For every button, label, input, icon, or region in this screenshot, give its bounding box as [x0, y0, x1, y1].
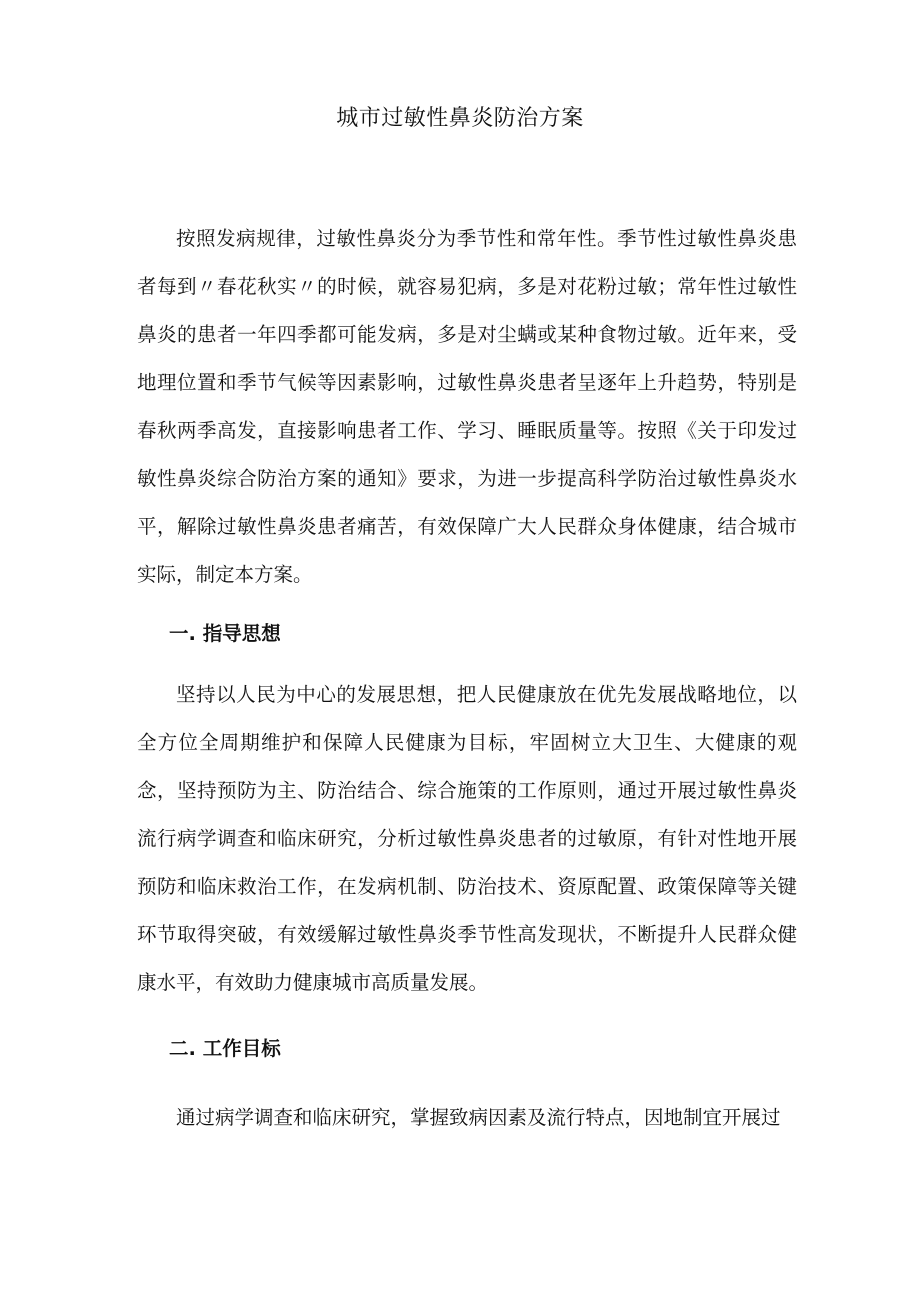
intro-paragraph: 按照发病规律，过敏性鼻炎分为季节性和常年性。季节性过敏性鼻炎患者每到〃春花秋实〃的时候，就容易犯病，多是对花粉过敏；常年性过敏性鼻炎的患者一年四季都可能发病，多是对尘螨或某种食物过敏。近年来，受地理位置和季节气候等因素影响，过敏性鼻炎患者呈逐年上升趋势，特别是春秋两季高发，直接影响患者工作、学习、睡眠质量等。按照《关于印发过敏性鼻炎综合防治方案的通知》要求，为进一步提高科学防治过敏性鼻炎水平，解除过敏性鼻炎患者痛苦，有效保障广大人民群众身体健康，结合城市实际，制定本方案。 [137, 227, 797, 586]
section-heading-guiding-ideology: 一. 指导思想 [169, 622, 281, 645]
work-goals-paragraph: 通过病学调查和临床研究，掌握致病因素及流行特点，因地制宜开展过 [176, 1106, 781, 1129]
guiding-ideology-paragraph: 坚持以人民为中心的发展思想，把人民健康放在优先发展战略地位，以全方位全周期维护和保障人民健康为目标，牢固树立大卫生、大健康的观念，坚持预防为主、防治结合、综合施策的工作原则，通过开展过敏性鼻炎流行病学调查和临床研究，分析过敏性鼻炎患者的过敏原，有针对性地开展预防和临床救治工作，在发病机制、防治技术、资原配置、政策保障等关键环节取得突破，有效缓解过敏性鼻炎季节性高发现状，不断提升人民群众健康水平，有效助力健康城市高质量发展。 [137, 683, 797, 994]
section-heading-work-goals: 二. 工作目标 [169, 1037, 281, 1060]
document-title: 城市过敏性鼻炎防治方案 [336, 106, 584, 131]
